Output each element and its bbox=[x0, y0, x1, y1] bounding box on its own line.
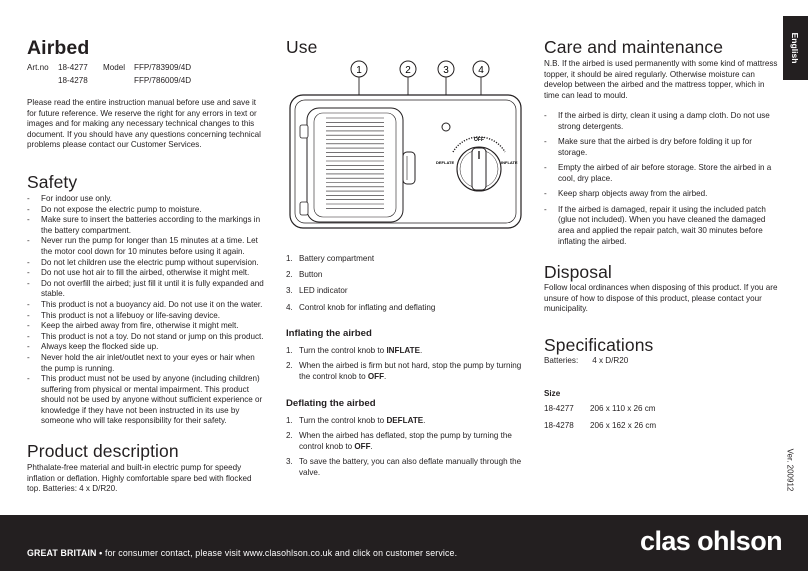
model-number: FFP/783909/4D bbox=[134, 63, 192, 72]
art-label bbox=[27, 76, 58, 87]
part-number: 2. bbox=[286, 270, 293, 280]
svg-text:1: 1 bbox=[356, 65, 362, 76]
safety-item: - Do not expose the electric pump to moisture. bbox=[27, 205, 267, 216]
callout-1 bbox=[351, 61, 367, 98]
safety-item: - Do not let children use the electric pump without supervision. bbox=[27, 258, 267, 269]
safety-item: - Keep the airbed away from fire, otherwise it might melt. bbox=[27, 321, 267, 332]
step-number: 2. bbox=[286, 361, 293, 371]
step-item bbox=[286, 431, 524, 452]
step-item bbox=[286, 416, 524, 427]
safety-item: - Never run the pump for longer than 15 minutes at a time. Let the motor cool down for 10 minutes before using it again. bbox=[27, 236, 267, 257]
step-number: 1. bbox=[286, 346, 293, 355]
step-keyword: INFLATE bbox=[386, 346, 421, 355]
step-text-end: . bbox=[423, 416, 426, 425]
safety-item: - Always keep the flocked side up. bbox=[27, 342, 267, 353]
deflating-steps bbox=[286, 416, 524, 483]
safety-item: - This product must not be used by anyone (including children) suffering from physical or mental impairment. This product should not be used by anyone without sufficient experience or knowledge if they have not been instructed in its use by someone who will take responsibility for their safety. bbox=[27, 374, 267, 427]
size-art: 18-4278 bbox=[544, 420, 574, 430]
product-description-text: Phthalate-free material and built-in electric pump for speedy inflation or deflation. Highly comfortable spare bed with flocked top. Batteries: 4 x D/R20. bbox=[27, 463, 252, 494]
safety-item: - For indoor use only. bbox=[27, 194, 267, 205]
art-row bbox=[27, 63, 267, 74]
batteries-row bbox=[544, 356, 628, 367]
safety-list bbox=[27, 194, 267, 427]
specifications-heading: Specifications bbox=[544, 335, 654, 355]
art-row bbox=[27, 76, 267, 87]
step-text: To save the battery, you can also deflate manually through the valve. bbox=[299, 456, 522, 477]
step-text: When the airbed is firm but not hard, stop the pump by turning the control knob to bbox=[299, 361, 522, 381]
step-number: 2. bbox=[286, 431, 293, 441]
pump-diagram bbox=[286, 56, 526, 241]
disposal-text: Follow local ordinances when disposing of this product. If you are unsure of how to dispose of this product, please contact your municipality. bbox=[544, 283, 778, 314]
step-text: When the airbed has deflated, stop the pump by turning the control knob to bbox=[299, 431, 512, 451]
care-heading: Care and maintenance bbox=[544, 37, 724, 57]
use-heading: Use bbox=[286, 37, 318, 57]
language-tab-label: English bbox=[790, 32, 800, 64]
part-text: LED indicator bbox=[299, 286, 348, 296]
part-text: Battery compartment bbox=[299, 254, 375, 263]
parts-list bbox=[286, 254, 524, 319]
off-label: OFF bbox=[474, 137, 484, 143]
batteries-value: 4 x D/R20 bbox=[592, 356, 629, 365]
step-item bbox=[286, 457, 524, 478]
safety-item: - This product is not a toy. Do not stand or jump on this product. bbox=[27, 332, 267, 343]
pump-button bbox=[403, 152, 415, 184]
care-item: - Keep sharp objects away from the airbed. bbox=[544, 189, 780, 200]
led-indicator bbox=[442, 123, 450, 131]
art-number: 18-4278 bbox=[58, 76, 88, 86]
safety-item: - This product is not a lifebuoy or life-saving device. bbox=[27, 311, 267, 322]
safety-heading: Safety bbox=[27, 172, 78, 192]
part-item bbox=[286, 303, 524, 314]
safety-item: - This product is not a buoyancy aid. Do not use it on the water. bbox=[27, 300, 267, 311]
disposal-heading: Disposal bbox=[544, 262, 612, 282]
batteries-label: Batteries: bbox=[544, 356, 579, 365]
deflate-label: DEFLATE bbox=[436, 160, 455, 165]
size-row bbox=[544, 421, 656, 438]
inflating-heading: Inflating the airbed bbox=[286, 328, 372, 339]
svg-text:3: 3 bbox=[443, 65, 449, 76]
page-title: Airbed bbox=[27, 37, 90, 59]
safety-item: - Never hold the air inlet/outlet next to your eyes or hair when the pump is running. bbox=[27, 353, 267, 374]
battery-compartment bbox=[300, 108, 403, 222]
svg-text:4: 4 bbox=[478, 65, 484, 76]
art-number: 18-4277 bbox=[58, 63, 88, 72]
care-list bbox=[544, 111, 780, 252]
step-keyword: OFF bbox=[354, 441, 371, 451]
model-number: FFP/786009/4D bbox=[134, 76, 192, 86]
step-text: Turn the control knob to bbox=[299, 346, 387, 355]
deflating-heading: Deflating the airbed bbox=[286, 398, 376, 409]
safety-item: - Make sure to insert the batteries according to the markings in the battery compartment. bbox=[27, 215, 267, 236]
part-text: Control knob for inflating and deflating bbox=[299, 302, 436, 312]
step-text-end: . bbox=[420, 346, 423, 355]
safety-item: - Do not use hot air to fill the airbed, otherwise it might melt. bbox=[27, 268, 267, 279]
size-value: 206 x 162 x 26 cm bbox=[590, 420, 657, 430]
brand-logo: clas ohlson bbox=[640, 526, 782, 556]
care-item: - If the airbed is dirty, clean it using a damp cloth. Do not use strong detergents. bbox=[544, 111, 780, 132]
inflate-label: INFLATE bbox=[501, 160, 518, 165]
safety-item: - Do not overfill the airbed; just fill it until it is fully expanded and stable. bbox=[27, 279, 267, 300]
model-label bbox=[103, 76, 134, 87]
model-label: Model bbox=[103, 63, 126, 72]
size-heading: Size bbox=[544, 389, 561, 398]
care-item: - Empty the airbed of air before storage. Store the airbed in a cool, dry place. bbox=[544, 163, 780, 184]
care-intro: N.B. If the airbed is used permanently with some kind of mattress topper, it should be aired regularly. Otherwise moisture can develop between the airbed and the mattress topper, which in time can lead to mould. bbox=[544, 59, 778, 100]
part-text: Button bbox=[299, 270, 323, 280]
part-number: 3. bbox=[286, 286, 293, 296]
step-item bbox=[286, 346, 524, 357]
size-art: 18-4277 bbox=[544, 404, 574, 413]
art-number-block bbox=[27, 63, 267, 87]
care-item: - Make sure that the airbed is dry before folding it up for storage. bbox=[544, 137, 780, 158]
step-keyword: OFF bbox=[367, 371, 385, 381]
footer bbox=[0, 515, 808, 571]
part-number: 4. bbox=[286, 302, 293, 312]
step-text: Turn the control knob to bbox=[299, 416, 387, 425]
step-keyword: DEFLATE bbox=[386, 416, 424, 425]
step-text-end: . bbox=[384, 371, 387, 381]
part-number: 1. bbox=[286, 254, 293, 263]
footer-contact-text: for consumer contact, please visit www.clasohlson.co.uk and click on customer service. bbox=[104, 548, 458, 558]
size-value: 206 x 110 x 26 cm bbox=[590, 404, 656, 413]
size-row bbox=[544, 404, 656, 421]
part-item bbox=[286, 254, 524, 265]
part-item bbox=[286, 270, 524, 281]
product-description-heading: Product description bbox=[27, 441, 179, 461]
footer-text bbox=[27, 548, 457, 558]
step-number: 1. bbox=[286, 416, 293, 425]
art-label: Art.no bbox=[27, 63, 49, 72]
step-text-end: . bbox=[370, 441, 373, 451]
step-item bbox=[286, 361, 524, 382]
intro-text: Please read the entire instruction manual before use and save it for future reference. We reserve the right for any errors in text or images and for making any necessary technical changes to this document. If you should have any questions concerning technical problems please contact our Customer Services. bbox=[27, 98, 261, 150]
version-label: Ver. 200912 bbox=[785, 448, 795, 492]
part-item bbox=[286, 286, 524, 297]
inflating-steps bbox=[286, 346, 524, 387]
footer-country: GREAT BRITAIN • bbox=[27, 548, 103, 558]
svg-text:2: 2 bbox=[405, 65, 411, 76]
size-table bbox=[544, 404, 656, 437]
step-number: 3. bbox=[286, 456, 293, 466]
care-item: - If the airbed is damaged, repair it using the included patch (glue not included). When you have cleaned the damaged area and applied the repair patch, wait 30 minutes before inflating the airbed. bbox=[544, 205, 780, 247]
